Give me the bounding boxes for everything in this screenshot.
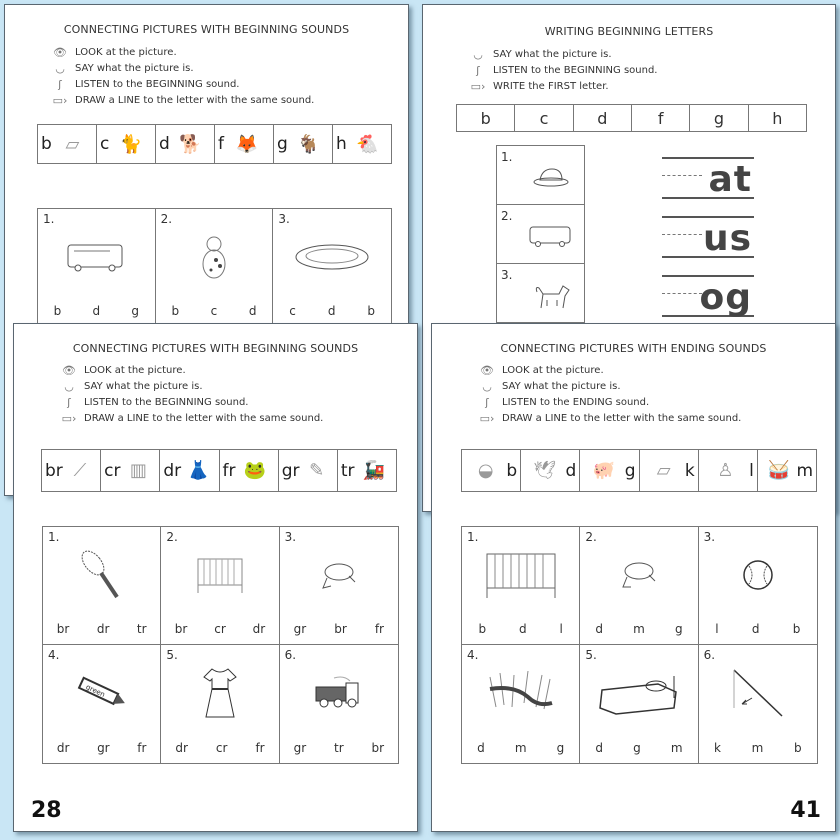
mouth-icon: ◡ [55,62,65,75]
exercise-item [161,645,279,763]
instruction-text: WRITE the FIRST letter. [493,81,609,92]
bus-icon [38,227,155,287]
key-letter: gr [281,460,300,481]
exercise-item [699,645,817,763]
item-number: 6. [284,648,297,662]
answer-option[interactable]: b [792,622,801,636]
letter-bank-cell: g [690,105,748,131]
exercise-item [462,527,580,645]
item-number: 6. [703,648,716,662]
item-number: 1. [501,150,513,164]
page-number: 28 [31,798,62,823]
key-cell [333,125,391,163]
brush-icon [43,545,160,605]
answer-option[interactable]: tr [136,622,147,636]
answer-option[interactable]: g [131,304,139,318]
instruction-text: DRAW a LINE to the letter with the same sound. [502,413,742,424]
answer-option[interactable]: b [171,304,180,318]
key-letter: dr [163,460,182,481]
instruction-text: LOOK at the picture. [502,365,604,376]
doll-icon: ♙ [717,460,734,481]
exercise-grid [461,526,818,764]
exercise-item [156,209,274,327]
item-number: 3. [703,530,716,544]
mouth-icon: ◡ [64,380,74,393]
instruction-text: SAY what the picture is. [502,381,621,392]
ear-icon: ʃ [476,64,480,77]
writing-line[interactable] [662,211,754,269]
key-cell [156,125,215,163]
key-cell [160,450,219,491]
answer-option[interactable]: gr [293,741,307,755]
mouth-icon: ◡ [482,380,492,393]
word-ending: at [708,159,752,200]
key-letter: b [506,460,518,481]
instructions [463,47,658,95]
worm-icon [462,663,579,723]
frog-icon: 🐸 [243,460,267,481]
key-letter: br [45,460,63,481]
answer-option[interactable]: b [794,741,802,755]
key-cell [97,125,156,163]
key-letter: c [100,134,110,154]
instruction-text: LISTEN to the BEGINNING sound. [84,397,249,408]
page-title: CONNECTING PICTURES WITH BEGINNING SOUNDS [72,342,359,355]
answer-option[interactable]: k [714,741,721,755]
answer-option[interactable]: g [556,741,565,755]
hen-icon: 🐔 [356,133,379,155]
item-number: 2. [166,530,178,544]
frog-icon [280,545,398,605]
instructions [45,45,314,109]
page-title: CONNECTING PICTURES WITH BEGINNING SOUNDS [63,23,350,36]
answer-option[interactable]: dr [175,741,188,755]
answer-option[interactable]: fr [255,741,265,755]
dish-icon [273,227,391,287]
dress-icon: 👗 [187,460,210,481]
key-cell [274,125,333,163]
instruction-text: LISTEN to the BEGINNING sound. [75,79,240,90]
answer-option[interactable]: b [367,304,375,318]
bird-icon: 🕊 [533,460,557,481]
instruction-text: LISTEN to the ENDING sound. [502,397,650,408]
ear-icon: ʃ [67,396,71,409]
letter-picture-key [41,449,397,492]
instruction-text: SAY what the picture is. [84,381,203,392]
svg-text:green: green [84,683,106,699]
exercise-grid [37,208,392,328]
item-number: 1. [467,530,479,544]
fox-icon: 🦊 [235,133,259,155]
crayon-icon: ✎ [309,460,325,481]
book-icon: ▱ [65,133,80,155]
answer-option[interactable]: m [670,741,683,755]
train-icon: 🚂 [362,460,385,481]
answer-option[interactable]: gr [97,741,110,755]
baseball-icon [699,545,817,605]
exercise-item [43,645,161,763]
instructions [54,363,323,427]
word-ending: us [702,218,752,259]
exercise-item [38,209,156,327]
key-letter: g [277,134,288,154]
exercise-item [462,645,580,763]
key-letter: tr [340,460,355,481]
dress-icon [161,663,278,723]
key-letter: d [565,460,577,481]
instruction-text: LOOK at the picture. [75,47,177,58]
eye-icon: 👁 [480,364,494,377]
item-number: 2. [585,530,597,544]
answer-option[interactable]: d [595,741,604,755]
answer-option[interactable]: fr [137,741,147,755]
answer-option[interactable]: d [595,622,604,636]
cat-icon: 🐈 [119,133,142,155]
page-title: WRITING BEGINNING LETTERS [544,25,714,38]
page-number: 41 [790,798,821,823]
letter-bank-cell: d [574,105,632,131]
pencil-icon: ▭› [61,412,77,425]
key-cell [38,125,97,163]
exercise-item [161,527,279,645]
answer-option[interactable]: l [715,622,719,636]
letter-bank [456,104,807,132]
item-number: 5. [585,648,597,662]
bed-icon [580,663,697,723]
answer-option[interactable]: m [633,622,645,636]
item-number: 2. [160,212,173,226]
answer-option[interactable]: d [518,622,527,636]
book-icon: ▱ [656,460,671,481]
key-cell [699,450,758,491]
bib-icon: ◒ [477,460,494,481]
ear-icon: ʃ [485,396,489,409]
fishing-rod-icon [699,663,817,723]
key-cell [279,450,338,491]
answer-option[interactable]: tr [334,741,344,755]
item-number: 3. [278,212,290,226]
letter-bank-cell: b [457,105,515,131]
exercise-item [273,209,391,327]
item-number: 3. [284,530,297,544]
answer-option[interactable]: d [92,304,101,318]
exercise-item [280,527,398,645]
eye-icon: 👁 [62,364,76,377]
key-letter: d [159,134,170,154]
picture-item [497,146,584,205]
item-number: 4. [48,648,60,662]
train-icon [280,663,398,723]
answer-option[interactable]: dr [56,741,70,755]
answer-option[interactable]: d [327,304,336,318]
hat-icon [517,156,584,198]
letter-bank-cell: h [772,108,783,128]
answer-option[interactable]: gr [293,622,307,636]
picture-item [497,264,584,323]
answer-option[interactable]: br [334,622,347,636]
answer-option[interactable]: br [371,741,385,755]
answer-option[interactable]: cr [214,622,226,636]
answer-option[interactable]: b [53,304,62,318]
key-cell [640,450,699,491]
answer-option[interactable]: br [56,622,70,636]
key-cell [220,450,279,491]
instruction-text: DRAW a LINE to the letter with the same sound. [84,413,324,424]
key-cell [101,450,160,491]
answer-option[interactable]: m [514,741,527,755]
pencil-icon: ▭› [470,80,486,93]
key-letter: k [684,460,695,481]
item-number: 5. [166,648,178,662]
pencil-icon: ▭› [52,94,68,107]
letter-bank-cell: c [515,105,573,131]
key-cell [215,125,274,163]
crib-icon [462,545,579,605]
key-letter: fr [222,460,236,481]
item-number: 1. [43,212,55,226]
exercise-grid [42,526,399,764]
answer-option[interactable]: c [289,304,296,318]
key-letter: f [218,134,224,154]
cat-icon [156,227,273,287]
drum-icon: 🥁 [767,460,790,481]
key-cell [462,450,521,491]
answer-option[interactable]: l [559,622,563,636]
crib-icon: ▥ [129,460,147,481]
exercise-item [580,645,698,763]
picture-item [497,205,584,264]
exercise-item [580,527,698,645]
mouth-icon: ◡ [473,48,483,61]
pencil-icon: ▭› [479,412,495,425]
item-number: 1. [48,530,60,544]
exercise-item [43,527,161,645]
answer-option[interactable]: g [674,622,683,636]
item-number: 2. [501,209,513,223]
answer-option[interactable]: d [477,741,485,755]
answer-option[interactable]: c [210,304,218,318]
instruction-text: LISTEN to the BEGINNING sound. [493,65,658,76]
word-ending: og [699,277,752,318]
bus-icon [517,215,584,257]
pig-icon: 🐖 [592,460,616,481]
exercise-item [280,645,398,763]
item-number: 3. [501,268,513,282]
answer-option[interactable]: dr [252,622,266,636]
letter-picture-key [37,124,392,164]
brush-icon: ⟋ [73,460,87,481]
instructions [472,363,741,427]
key-cell [521,450,580,491]
writing-line[interactable] [662,152,754,210]
answer-option[interactable]: g [633,741,641,755]
exercise-item [699,527,817,645]
answer-option[interactable]: m [751,741,764,755]
crib-icon [161,545,278,605]
answer-option[interactable]: cr [215,741,228,755]
key-letter: l [749,460,754,481]
key-letter: m [796,460,814,481]
letter-bank-cell: f [632,105,690,131]
instruction-text: DRAW a LINE to the letter with the same sound. [75,95,315,106]
answer-option[interactable]: dr [96,622,110,636]
key-cell [758,450,816,491]
key-cell [580,450,639,491]
key-cell [338,450,396,491]
key-letter: cr [104,460,121,481]
answer-option[interactable]: br [174,622,188,636]
page-title: CONNECTING PICTURES WITH ENDING SOUNDS [500,342,767,355]
eye-icon: 👁 [53,46,67,59]
key-letter: g [624,460,636,481]
goat-icon: 🐐 [297,133,320,155]
instruction-text: SAY what the picture is. [493,49,612,60]
dog-icon: 🐕 [179,133,202,155]
instruction-text: SAY what the picture is. [75,63,194,74]
writing-line[interactable] [662,270,754,328]
dog-icon [517,274,584,316]
frog-icon [580,545,697,605]
key-cell [42,450,101,491]
picture-letter-key [461,449,817,492]
worksheet-page-ending-sounds [431,323,836,832]
picture-column [496,145,585,330]
key-letter: h [336,134,347,154]
worksheet-page-beginning-blends [13,323,418,832]
ear-icon: ʃ [58,78,62,91]
instruction-text: LOOK at the picture. [84,365,186,376]
item-number: 4. [467,648,479,662]
crayon-icon [43,663,160,723]
answer-option[interactable]: b [478,622,487,636]
answer-option[interactable]: d [248,304,257,318]
answer-option[interactable]: d [751,622,760,636]
key-letter: b [41,134,52,154]
answer-option[interactable]: fr [374,622,384,636]
